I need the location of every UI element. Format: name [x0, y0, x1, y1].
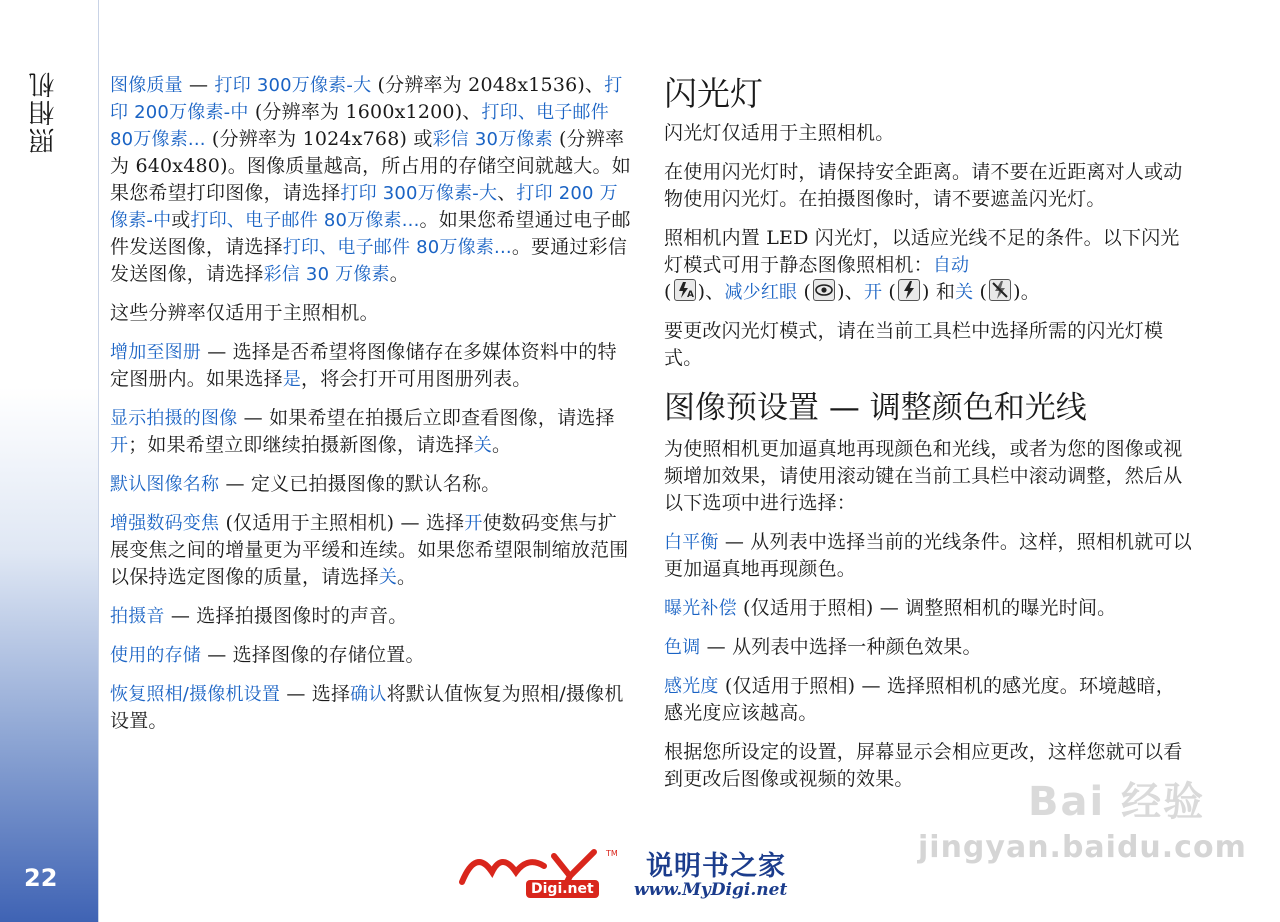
page-number: 22: [24, 864, 58, 892]
setting-colour-tone: 色调: [664, 637, 701, 658]
resolution-note: 这些分辨率仅适用于主照相机。: [110, 302, 379, 324]
flash-heading: 闪光灯: [664, 74, 763, 113]
shutter-sound-paragraph: 拍摄音 — 选择拍摄图像时的声音。: [110, 605, 408, 627]
flash-intro: 闪光灯仅适用于主照相机。: [664, 122, 895, 144]
display-update-note: 根据您所设定的设置，屏幕显示会相应更改，这样您就可以看到更改后图像或视频的效果。: [664, 741, 1183, 790]
chapter-title: 照相机: [29, 70, 59, 154]
white-balance-paragraph: 白平衡 — 从列表中选择当前的光线条件。这样，照相机就可以更加逼真地再现颜色。: [664, 531, 1192, 580]
svg-text:TM: TM: [606, 849, 618, 858]
logo-chinese-name: 说明书之家: [646, 851, 786, 882]
image-presets-intro: 为使照相机更加逼真地再现颜色和光线，或者为您的图像或视频增加效果，请使用滚动键在当前工具栏中滚动调整，然后从以下选项中进行选择：: [664, 438, 1183, 514]
sensitivity-paragraph: 感光度 (仅适用于照相) — 选择照相机的感光度。环境越暗，感光度应该越高。: [664, 675, 1175, 724]
watermark-bottom: jingyan.baidu.com: [918, 830, 1247, 865]
setting-white-balance: 白平衡: [664, 532, 719, 553]
logo-url: www.MyDigi.net: [634, 880, 788, 900]
image-presets-heading: 图像预设置 — 调整颜色和光线: [664, 390, 1087, 426]
setting-shutter-sound: 拍摄音: [110, 606, 165, 627]
flash-safety: 在使用闪光灯时，请保持安全距离。请不要在近距离对人或动物使用闪光灯。在拍摄图像时，请不要遮盖闪光灯。: [664, 161, 1183, 210]
option-print-2mp: 打印 200万像素-中: [110, 75, 623, 123]
flash-mode-on: 开: [863, 282, 883, 303]
logo-digi-badge: Digi.net: [526, 880, 599, 898]
restore-settings-paragraph: 恢复照相/摄像机设置 — 选择确认将默认值恢复为照相/摄像机设置。: [110, 683, 624, 732]
setting-sensitivity: 感光度: [664, 676, 719, 697]
colour-tone-paragraph: 色调 — 从列表中选择一种颜色效果。: [664, 636, 982, 658]
setting-add-to-album: 增加至图册: [110, 342, 201, 363]
setting-extended-zoom: 增强数码变焦: [110, 513, 220, 534]
flash-auto-icon: [674, 279, 696, 301]
option-mms-03mp: 彩信 30万像素: [432, 129, 553, 150]
flash-off-icon: [989, 279, 1011, 301]
setting-image-quality: 图像质量: [110, 75, 183, 96]
setting-restore-camera: 恢复照相/摄像机设置: [110, 684, 281, 705]
option-print-email-08mp: 打印、电子邮件 80万像素...: [110, 102, 609, 150]
flash-on-icon: [898, 279, 920, 301]
add-to-album-paragraph: 增加至图册 — 选择是否希望将图像储存在多媒体资料中的特定图册内。如果选择是，将会打开可用图册列表。: [110, 341, 617, 390]
svg-text:A: A: [686, 290, 694, 300]
memory-in-use-paragraph: 使用的存储 — 选择图像的存储位置。: [110, 644, 425, 666]
baidu-watermark: [918, 770, 1247, 880]
exposure-paragraph: 曝光补偿 (仅适用于照相) — 调整照相机的曝光时间。: [664, 597, 1117, 619]
red-eye-icon: [813, 279, 835, 301]
chapter-sidebar: [0, 0, 99, 922]
flash-mode-red-eye: 减少红眼: [724, 282, 798, 303]
flash-modes-paragraph: 照相机内置 LED 闪光灯，以适应光线不足的条件。以下闪光灯模式可用于静态图像照相机：自动 ( A )、减少红眼 ( )、开 ( ) 和关 ( )。: [664, 227, 1180, 303]
flash-mode-auto: 自动: [932, 255, 970, 276]
option-print-3mp: 打印 300万像素-大: [214, 75, 372, 96]
mydigi-logo: [458, 842, 818, 908]
flash-mode-off: 关: [955, 282, 974, 303]
setting-default-image-name: 默认图像名称: [110, 474, 220, 495]
extended-zoom-paragraph: 增强数码变焦 (仅适用于主照相机) — 选择开使数码变焦与扩展变焦之间的增量更为平缓和连续。如果您希望限制缩放范围以保持选定图像的质量，请选择关。: [110, 512, 629, 588]
default-image-name-paragraph: 默认图像名称 — 定义已拍摄图像的默认名称。: [110, 473, 501, 495]
setting-memory-in-use: 使用的存储: [110, 645, 201, 666]
left-column: [110, 72, 635, 747]
setting-show-captured-image: 显示拍摄的图像: [110, 408, 238, 429]
watermark-top: Bai 经验: [1028, 779, 1206, 825]
flash-change-mode: 要更改闪光灯模式，请在当前工具栏中选择所需的闪光灯模式。: [664, 320, 1164, 369]
right-column: [664, 72, 1194, 805]
show-captured-image-paragraph: 显示拍摄的图像 — 如果希望在拍摄后立即查看图像，请选择开；如果希望立即继续拍摄新图像，请选择关。: [110, 407, 615, 456]
setting-exposure: 曝光补偿: [664, 598, 737, 619]
image-quality-paragraph: 图像质量 — 打印 300万像素-大 (分辨率为 2048x1536)、打印 200万像素-中 (分辨率为 1600x1200)、打印、电子邮件 80万像素... (分辨率为 1024x768) 或彩信 30万像素 (分辨率为 640x480)。图像质量越高，所占用的存储空间就越大。如果您希望打印图像，请选择打印 300万像素-大、打印 200 万像素-中或打印、电子邮件 80万像素...。如果您希望通过电子邮件发送图像，请选择打印、电子邮件 80万像素...。要通过彩信发送图像，请选择彩信 30 万像素。: [110, 74, 631, 285]
